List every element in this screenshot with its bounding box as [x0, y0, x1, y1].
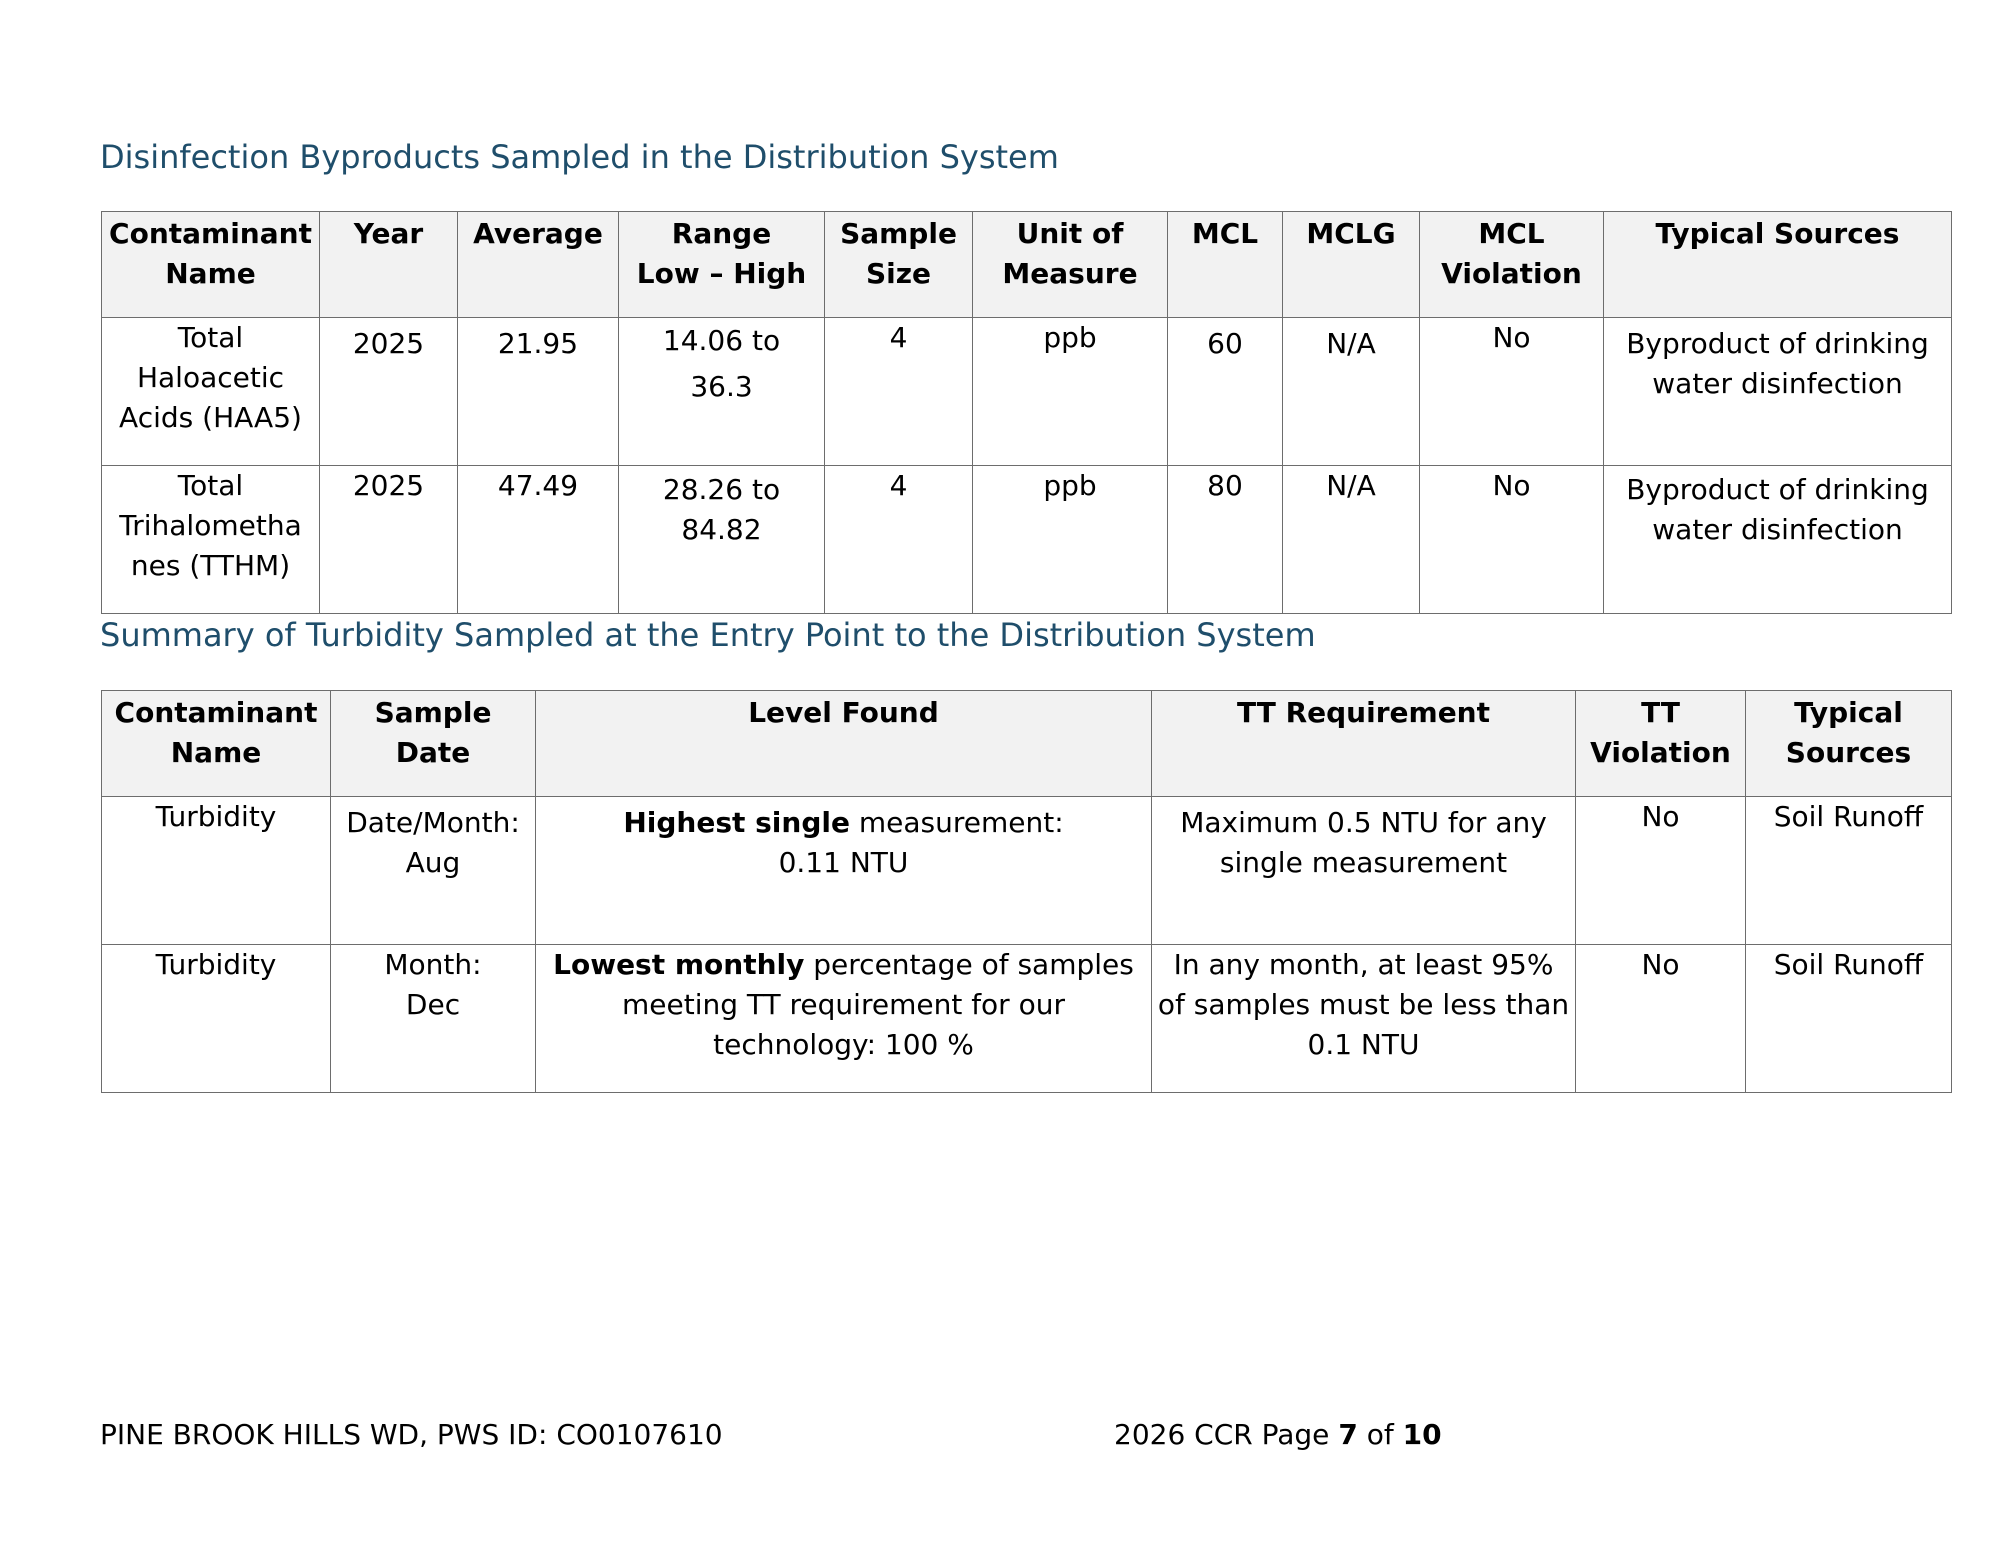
- current-page: 7: [1338, 1418, 1358, 1451]
- dbp-header-contaminant: Contaminant Name: [102, 212, 320, 318]
- average-cell: 47.49: [458, 466, 619, 614]
- contaminant-name: Total Trihalometha nes (TTHM): [102, 466, 320, 614]
- dbp-header-average: Average: [458, 212, 619, 318]
- range-cell: 28.26 to 84.82: [619, 466, 825, 614]
- turbidity-section-title: Summary of Turbidity Sampled at the Entry Point to the Distribution System: [100, 616, 1316, 654]
- average-cell: 21.95: [458, 318, 619, 466]
- unit-cell: ppb: [973, 466, 1168, 614]
- dbp-header-range: Range Low – High: [619, 212, 825, 318]
- mcl-cell: 80: [1168, 466, 1283, 614]
- footer-page-number: 2026 CCR Page 7 of 10: [1114, 1418, 1442, 1451]
- turbidity-header-violation: TT Violation: [1576, 691, 1746, 797]
- mcl-cell: 60: [1168, 318, 1283, 466]
- violation-cell: No: [1420, 318, 1604, 466]
- turbidity-table: [101, 690, 1952, 1093]
- table-row: [102, 945, 1952, 1093]
- tt-requirement-cell: In any month, at least 95% of samples must be less than 0.1 NTU: [1152, 945, 1576, 1093]
- turbidity-header-contaminant: Contaminant Name: [102, 691, 331, 797]
- turbidity-header-sample-date: Sample Date: [331, 691, 536, 797]
- unit-cell: ppb: [973, 318, 1168, 466]
- dbp-header-row: [102, 212, 1952, 318]
- dbp-header-year: Year: [320, 212, 458, 318]
- contaminant-name: Total Haloacetic Acids (HAA5): [102, 318, 320, 466]
- year-cell: 2025: [320, 466, 458, 614]
- sample-date-cell: Month: Dec: [331, 945, 536, 1093]
- year-cell: 2025: [320, 318, 458, 466]
- footer-system-id: PINE BROOK HILLS WD, PWS ID: CO0107610: [100, 1418, 723, 1451]
- dbp-section-title: Disinfection Byproducts Sampled in the Distribution System: [100, 138, 1059, 176]
- dbp-header-mclg: MCLG: [1283, 212, 1420, 318]
- sources-cell: Soil Runoff: [1746, 797, 1952, 945]
- table-row: [102, 797, 1952, 945]
- contaminant-name: Turbidity: [102, 797, 331, 945]
- tt-requirement-cell: Maximum 0.5 NTU for any single measurement: [1152, 797, 1576, 945]
- dbp-header-mcl: MCL: [1168, 212, 1283, 318]
- sources-cell: Byproduct of drinking water disinfection: [1604, 318, 1952, 466]
- turbidity-header-sources: Typical Sources: [1746, 691, 1952, 797]
- sources-cell: Soil Runoff: [1746, 945, 1952, 1093]
- turbidity-header-row: [102, 691, 1952, 797]
- dbp-header-unit: Unit of Measure: [973, 212, 1168, 318]
- sample-size-cell: 4: [825, 466, 973, 614]
- sources-cell: Byproduct of drinking water disinfection: [1604, 466, 1952, 614]
- table-row: [102, 466, 1952, 614]
- sample-date-cell: Date/Month: Aug: [331, 797, 536, 945]
- dbp-header-violation: MCL Violation: [1420, 212, 1604, 318]
- turbidity-header-level-found: Level Found: [536, 691, 1152, 797]
- dbp-header-sample-size: Sample Size: [825, 212, 973, 318]
- violation-cell: No: [1420, 466, 1604, 614]
- range-cell: 14.06 to 36.3: [619, 318, 825, 466]
- sample-size-cell: 4: [825, 318, 973, 466]
- mclg-cell: N/A: [1283, 466, 1420, 614]
- mclg-cell: N/A: [1283, 318, 1420, 466]
- tt-violation-cell: No: [1576, 797, 1746, 945]
- dbp-header-sources: Typical Sources: [1604, 212, 1952, 318]
- table-row: [102, 318, 1952, 466]
- level-found-cell: Highest single measurement: 0.11 NTU: [536, 797, 1152, 945]
- turbidity-header-tt-requirement: TT Requirement: [1152, 691, 1576, 797]
- contaminant-name: Turbidity: [102, 945, 331, 1093]
- level-found-cell: Lowest monthly percentage of samples meeting TT requirement for our technology: 100 %: [536, 945, 1152, 1093]
- tt-violation-cell: No: [1576, 945, 1746, 1093]
- total-pages: 10: [1402, 1418, 1442, 1451]
- dbp-table: [101, 211, 1952, 614]
